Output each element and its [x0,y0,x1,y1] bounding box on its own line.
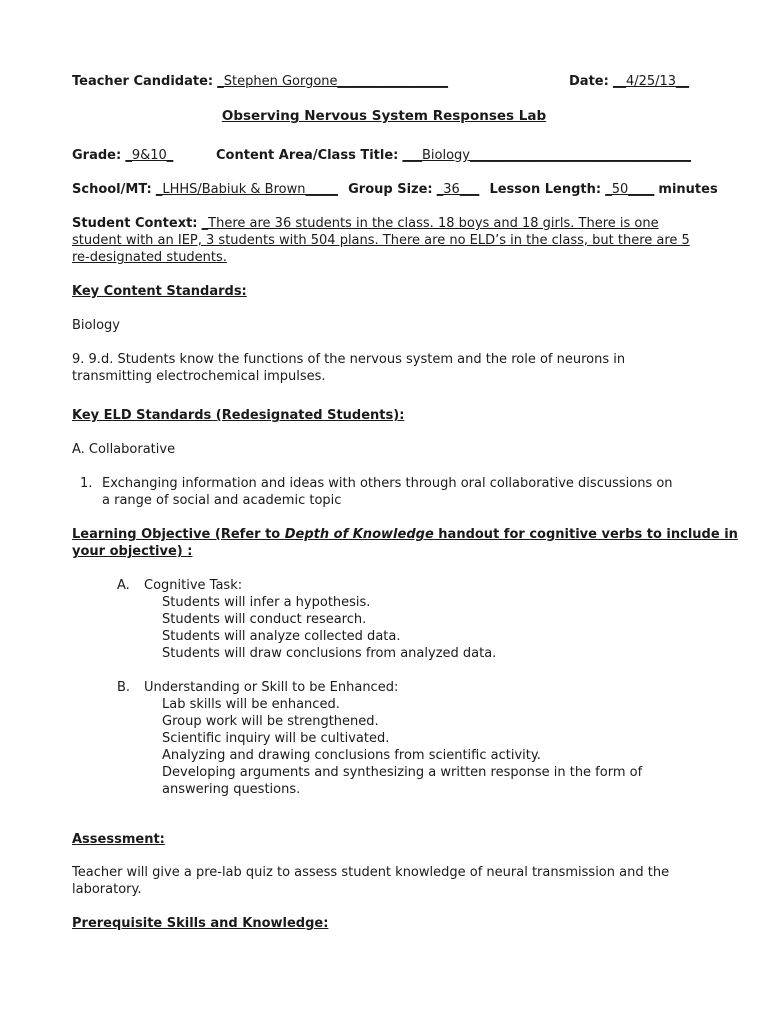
school-value: _LHHS/Babiuk & Brown_____ [155,182,338,197]
student-context-line3: re-designated students. [72,250,227,265]
student-context-line1: _There are 36 students in the class. 18 boys and 18 girls. There is one [201,216,659,231]
skill-enhanced-label: B. [117,680,131,695]
lesson-length-value: _50____ [605,182,655,197]
school-label: School/MT: [72,182,152,197]
skill-enhanced-item: answering questions. [162,782,301,797]
grade-row [72,147,173,164]
learning-objective-heading [72,526,738,543]
key-eld-heading: Key ELD Standards (Redesignated Students): [72,408,405,423]
content-area-row [216,147,691,164]
skill-enhanced-item: Developing arguments and synthesizing a written response in the form of [162,765,643,780]
student-context-line2: student with an IEP, 3 students with 504 plans. There are no ELD’s in the class, but there are 5 [72,233,690,248]
assessment-heading: Assessment: [72,832,165,847]
key-eld-item-line2: a range of social and academic topic [102,493,342,508]
student-context-row [72,215,659,232]
skill-enhanced-item: Lab skills will be enhanced. [162,697,340,712]
date-value: __4/25/13__ [612,74,690,89]
cognitive-task-title: Cognitive Task: [144,578,243,593]
grade-label: Grade: [72,148,122,163]
cognitive-task-item: Students will conduct research. [162,612,367,627]
learning-objective-heading-part2: handout for cognitive verbs to include in [433,527,738,542]
teacher-candidate-row [72,73,448,90]
assessment-line2: laboratory. [72,882,142,897]
assessment-line1: Teacher will give a pre-lab quiz to assess student knowledge of neural transmission and the [72,865,670,880]
student-context-label: Student Context: [72,216,198,231]
skill-enhanced-item: Group work will be strengthened. [162,714,379,729]
page-title: Observing Nervous System Responses Lab [221,108,547,124]
content-area-value: ___Biology__________________________________ [402,148,691,163]
date-label: Date: [569,74,609,89]
teacher-value: _Stephen Gorgone_________________ [217,74,449,89]
key-eld-item-line1: Exchanging information and ideas with others through oral collaborative discussions on [102,476,673,491]
cognitive-task-label: A. [117,578,130,593]
group-size-label: Group Size: [348,182,433,197]
key-content-heading: Key Content Standards: [72,284,247,299]
key-content-subject: Biology [72,318,120,333]
learning-objective-heading-part1: Learning Objective (Refer to [72,527,285,542]
cognitive-task-item: Students will draw conclusions from analyzed data. [162,646,497,661]
cognitive-task-item: Students will analyze collected data. [162,629,401,644]
teacher-label: Teacher Candidate: [72,74,214,89]
date-row [569,73,689,90]
content-area-label: Content Area/Class Title: [216,148,399,163]
key-content-standard-line1: 9. 9.d. Students know the functions of the nervous system and the role of neurons in [72,352,626,367]
learning-objective-heading-line2: your objective) : [72,544,193,559]
skill-enhanced-item: Scientific inquiry will be cultivated. [162,731,390,746]
cognitive-task-item: Students will infer a hypothesis. [162,595,371,610]
grade-value: _9&10_ [125,148,174,163]
depth-of-knowledge-text: Depth of Knowledge [284,527,434,542]
prerequisite-heading: Prerequisite Skills and Knowledge: [72,916,329,931]
group-size-value: _36___ [436,182,480,197]
skill-enhanced-title: Understanding or Skill to be Enhanced: [144,680,399,695]
skill-enhanced-item: Analyzing and drawing conclusions from scientific activity. [162,748,541,763]
key-eld-category: A. Collaborative [72,442,176,457]
lesson-length-label: Lesson Length: [489,182,602,197]
key-content-standard-line2: transmitting electrochemical impulses. [72,369,326,384]
key-eld-item-number: 1. [80,476,93,491]
minutes-label: minutes [658,182,718,197]
school-row [72,181,718,198]
